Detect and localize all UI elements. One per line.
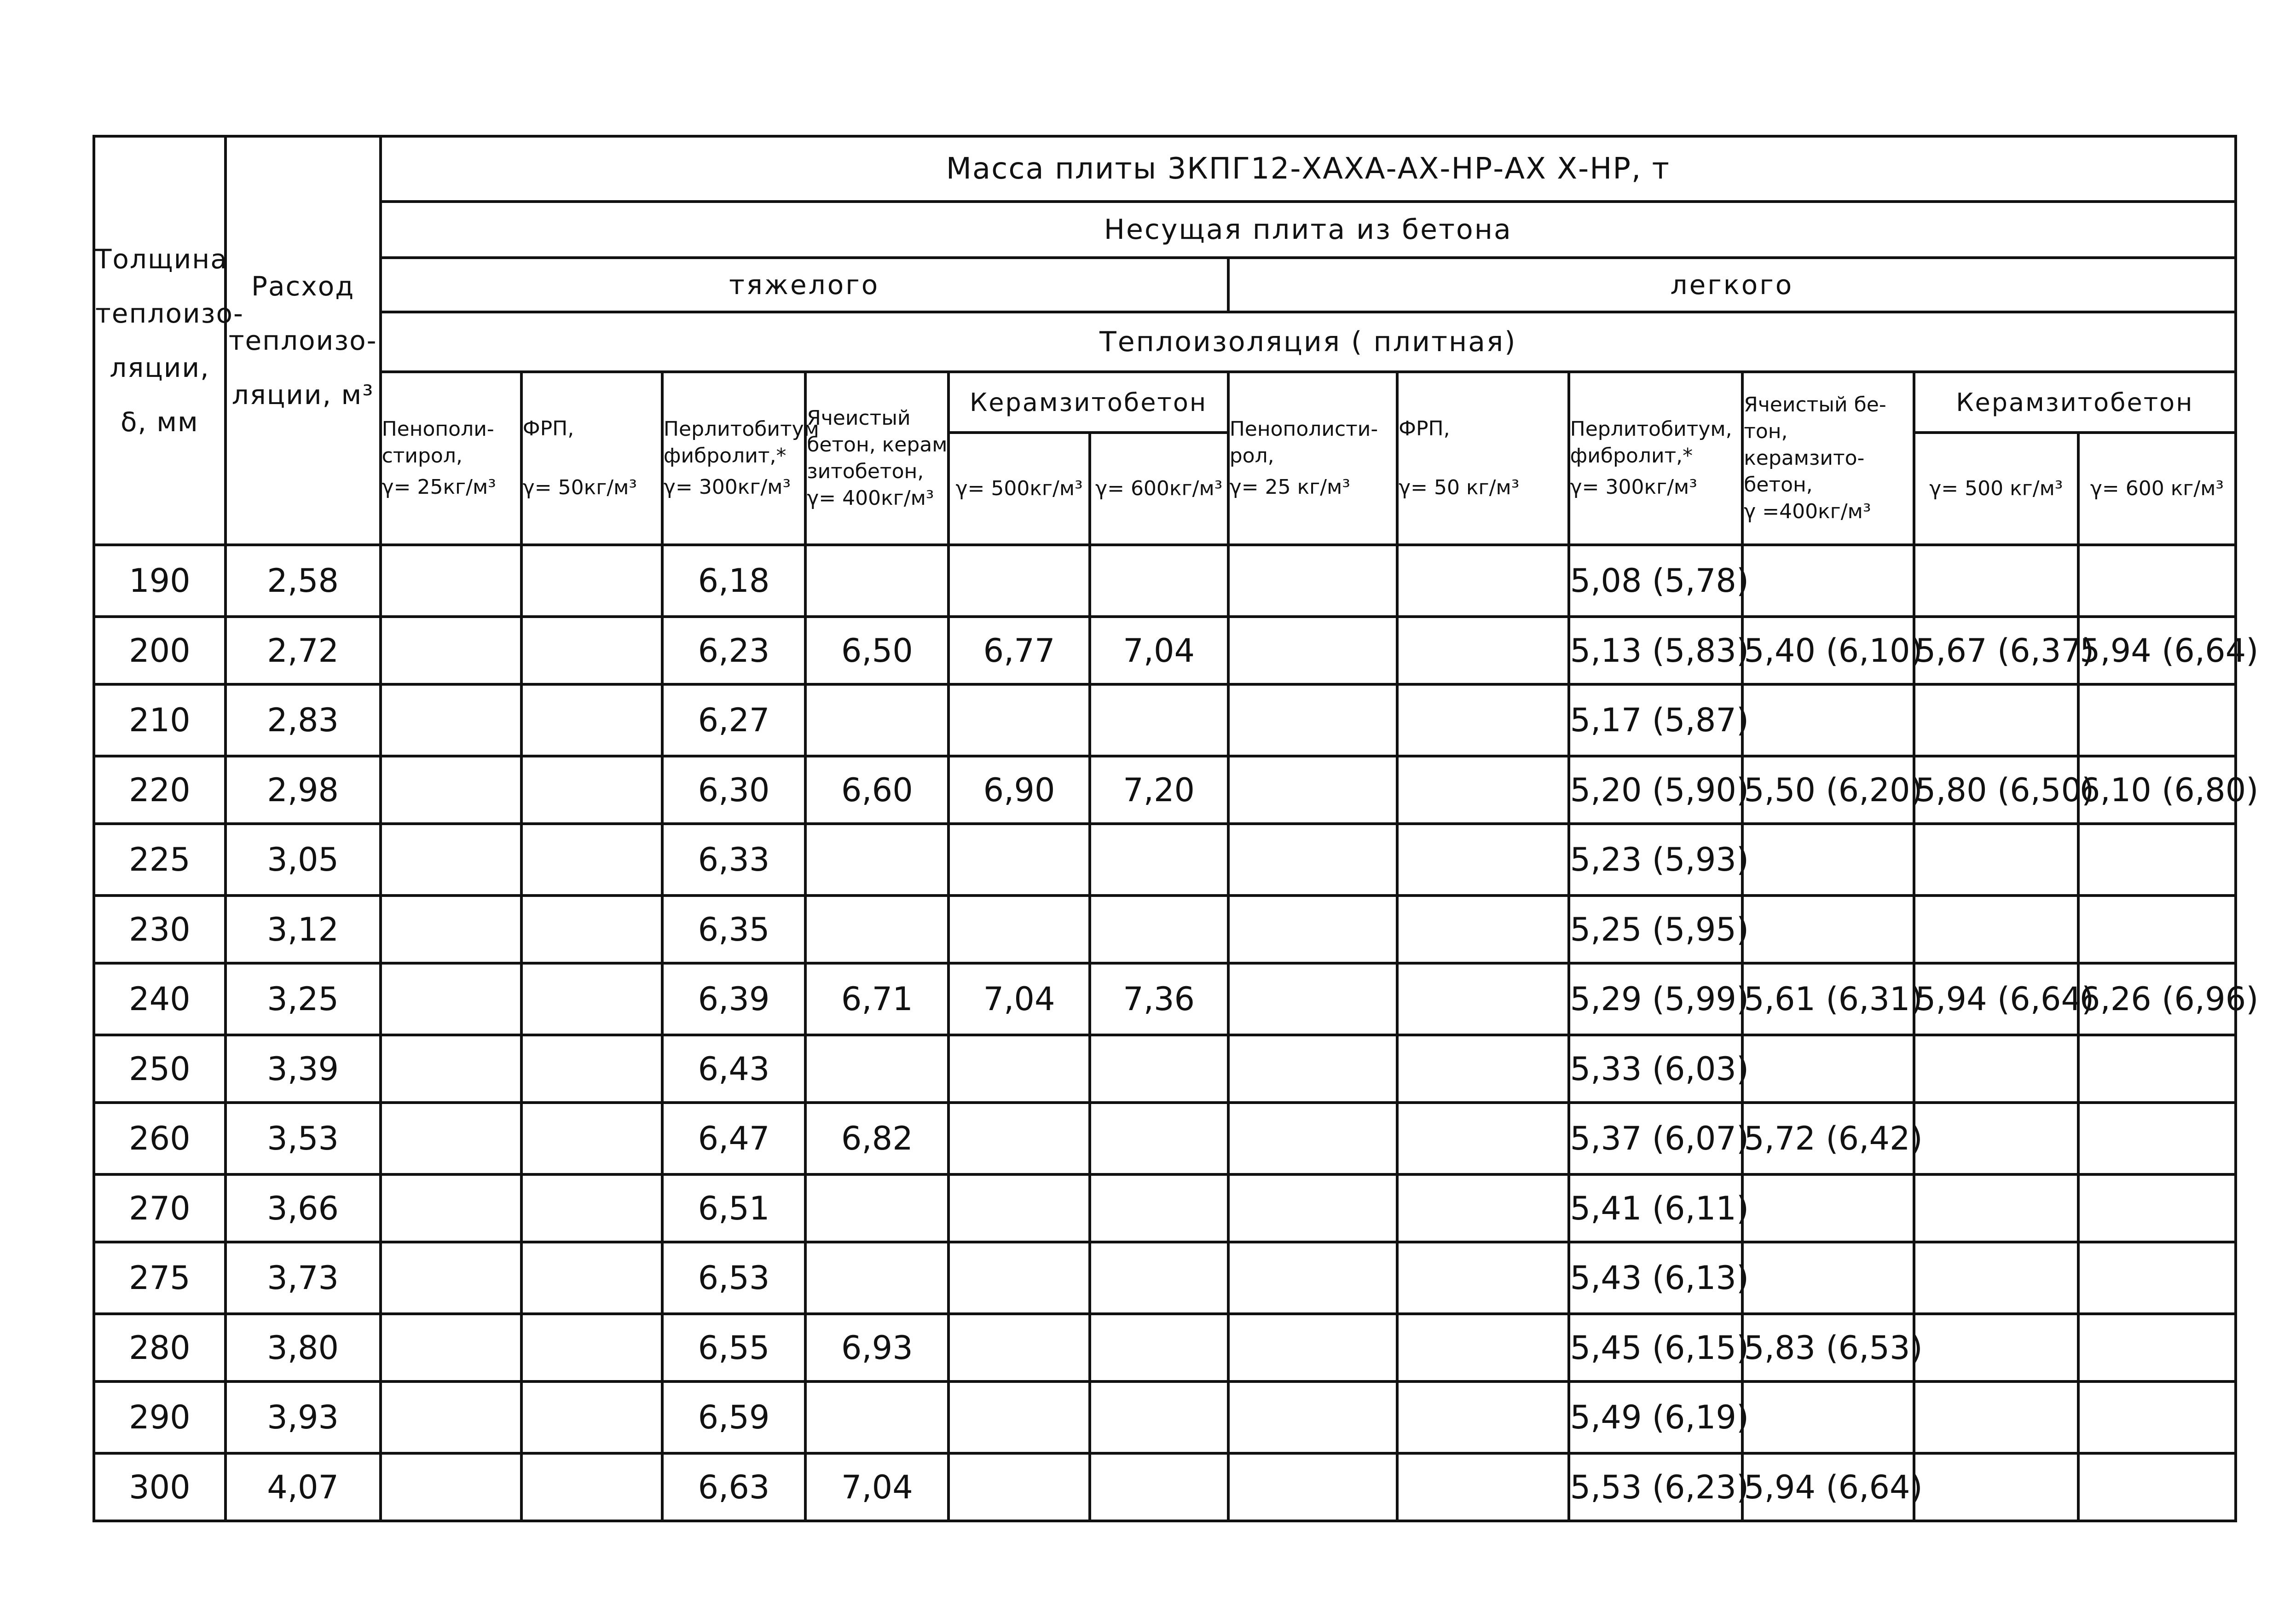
consumption-cell: 2,83 [226, 684, 381, 756]
consumption-cell: 3,93 [226, 1381, 381, 1453]
heavy-cellular-cell [805, 1035, 948, 1103]
light-cellular-cell [1742, 896, 1914, 963]
heavy-perlite-cell: 6,35 [662, 896, 805, 963]
heavy-polystyrene-cell [381, 1035, 521, 1103]
light-col-expanded-clay: Керамзитобетон [1914, 372, 2236, 433]
light-polystyrene-cell [1228, 824, 1397, 896]
column-density: γ= 25кг/м³ [382, 475, 496, 499]
table-row [94, 1381, 2236, 1453]
light-cellular-cell: 5,72 (6,42) [1742, 1103, 1914, 1174]
heavy-frp-cell [521, 756, 662, 824]
table-row [94, 684, 2236, 756]
light-clay500-cell [1914, 824, 2078, 896]
table-row [94, 1035, 2236, 1103]
consumption-cell: 3,73 [226, 1242, 381, 1314]
heavy-clay600-cell: 7,20 [1090, 756, 1228, 824]
heavy-perlite-cell: 6,33 [662, 824, 805, 896]
light-clay600-cell [2078, 1381, 2236, 1453]
heavy-perlite-cell: 6,30 [662, 756, 805, 824]
heavy-cellular-cell [805, 1381, 948, 1453]
heavy-polystyrene-cell [381, 1314, 521, 1381]
light-clay500-cell: 5,80 (6,50) [1914, 756, 2078, 824]
consumption-cell: 2,72 [226, 617, 381, 684]
heavy-perlite-cell: 6,63 [662, 1453, 805, 1521]
light-perlite-cell: 5,41 (6,11) [1569, 1174, 1743, 1242]
light-cellular-cell: 5,40 (6,10) [1742, 617, 1914, 684]
heavy-clay600-cell [1090, 1242, 1228, 1314]
table-row [94, 756, 2236, 824]
light-polystyrene-cell [1228, 684, 1397, 756]
light-perlite-cell: 5,29 (5,99) [1569, 963, 1743, 1035]
light-frp-cell [1397, 896, 1569, 963]
light-polystyrene-cell [1228, 1103, 1397, 1174]
light-polystyrene-cell [1228, 1174, 1397, 1242]
thickness-cell: 200 [94, 617, 226, 684]
heavy-clay600-cell [1090, 684, 1228, 756]
heavy-perlite-cell: 6,18 [662, 545, 805, 617]
light-clay500-cell [1914, 1103, 2078, 1174]
light-frp-cell [1397, 1453, 1569, 1521]
thickness-cell: 290 [94, 1381, 226, 1453]
heavy-frp-cell [521, 1381, 662, 1453]
thickness-cell: 300 [94, 1453, 226, 1521]
light-perlite-cell: 5,49 (6,19) [1569, 1381, 1743, 1453]
heavy-clay500-cell [948, 545, 1089, 617]
heavy-density-600: γ= 600кг/м³ [1090, 433, 1228, 545]
heavy-polystyrene-cell [381, 963, 521, 1035]
light-clay600-cell [2078, 1314, 2236, 1381]
thickness-cell: 250 [94, 1035, 226, 1103]
light-perlite-cell: 5,33 (6,03) [1569, 1035, 1743, 1103]
heavy-clay600-cell [1090, 1035, 1228, 1103]
thickness-cell: 240 [94, 963, 226, 1035]
heavy-cellular-cell [805, 684, 948, 756]
light-clay500-cell [1914, 1035, 2078, 1103]
light-polystyrene-cell [1228, 545, 1397, 617]
table-row [94, 896, 2236, 963]
heavy-concrete-header: тяжелого [381, 258, 1228, 312]
light-clay500-cell [1914, 1242, 2078, 1314]
light-perlite-cell: 5,43 (6,13) [1569, 1242, 1743, 1314]
light-clay500-cell: 5,94 (6,64) [1914, 963, 2078, 1035]
heavy-frp-cell [521, 1035, 662, 1103]
heavy-polystyrene-cell [381, 756, 521, 824]
heavy-clay500-cell: 7,04 [948, 963, 1089, 1035]
light-clay600-cell: 6,26 (6,96) [2078, 963, 2236, 1035]
light-frp-cell [1397, 824, 1569, 896]
heavy-cellular-cell [805, 1174, 948, 1242]
insulation-header: Теплоизоляция ( плитная) [381, 312, 2236, 372]
light-frp-cell [1397, 1174, 1569, 1242]
table-row [94, 545, 2236, 617]
heavy-frp-cell [521, 545, 662, 617]
light-cellular-cell [1742, 545, 1914, 617]
column-density: γ= 50кг/м³ [522, 476, 637, 499]
heavy-clay600-cell [1090, 896, 1228, 963]
light-clay600-cell [2078, 1174, 2236, 1242]
table-row [94, 824, 2236, 896]
heavy-polystyrene-cell [381, 1103, 521, 1174]
light-frp-cell [1397, 1103, 1569, 1174]
heavy-col-cellular [805, 372, 948, 545]
light-clay600-cell [2078, 896, 2236, 963]
light-clay600-cell: 5,94 (6,64) [2078, 617, 2236, 684]
table-row [94, 617, 2236, 684]
consumption-cell: 3,25 [226, 963, 381, 1035]
light-density-500: γ= 500 кг/м³ [1914, 433, 2078, 545]
column-density: γ= 400кг/м³ [807, 486, 934, 510]
light-perlite-cell: 5,23 (5,93) [1569, 824, 1743, 896]
heavy-density-500: γ= 500кг/м³ [948, 433, 1089, 545]
consumption-cell: 3,53 [226, 1103, 381, 1174]
light-perlite-cell: 5,13 (5,83) [1569, 617, 1743, 684]
thickness-cell: 270 [94, 1174, 226, 1242]
thickness-cell: 230 [94, 896, 226, 963]
heavy-frp-cell [521, 963, 662, 1035]
heavy-clay500-cell: 6,90 [948, 756, 1089, 824]
light-clay600-cell [2078, 545, 2236, 617]
light-cellular-cell [1742, 1035, 1914, 1103]
heavy-clay600-cell [1090, 545, 1228, 617]
light-cellular-cell [1742, 824, 1914, 896]
consumption-header: Расход теплоизо- ляции, м³ [226, 136, 381, 545]
thickness-header: Толщина теплоизо- ляции, δ, мм [94, 136, 226, 545]
heavy-clay500-cell: 6,77 [948, 617, 1089, 684]
thickness-cell: 220 [94, 756, 226, 824]
thickness-cell: 280 [94, 1314, 226, 1381]
heavy-clay600-cell [1090, 1103, 1228, 1174]
thickness-cell: 190 [94, 545, 226, 617]
consumption-cell: 2,58 [226, 545, 381, 617]
heavy-frp-cell [521, 824, 662, 896]
light-clay500-cell [1914, 684, 2078, 756]
consumption-cell: 2,98 [226, 756, 381, 824]
light-polystyrene-cell [1228, 896, 1397, 963]
light-cellular-cell: 5,50 (6,20) [1742, 756, 1914, 824]
heavy-clay500-cell [948, 896, 1089, 963]
light-clay600-cell [2078, 824, 2236, 896]
light-col-polystyrene [1228, 372, 1397, 545]
heavy-polystyrene-cell [381, 617, 521, 684]
heavy-perlite-cell: 6,27 [662, 684, 805, 756]
column-material: ФРП, [1399, 417, 1450, 440]
light-perlite-cell: 5,25 (5,95) [1569, 896, 1743, 963]
column-material: Перлитобитум, фибролит,* [1570, 417, 1732, 468]
heavy-clay500-cell [948, 824, 1089, 896]
heavy-perlite-cell: 6,53 [662, 1242, 805, 1314]
light-clay500-cell [1914, 1174, 2078, 1242]
thickness-cell: 275 [94, 1242, 226, 1314]
table-row [94, 1314, 2236, 1381]
heavy-col-frp [521, 372, 662, 545]
heavy-frp-cell [521, 896, 662, 963]
mass-title: Масса плиты 3КПГ12-ХАХА-АХ-НР-АХ Х-НР, т [381, 136, 2236, 202]
heavy-polystyrene-cell [381, 1242, 521, 1314]
light-polystyrene-cell [1228, 1035, 1397, 1103]
heavy-frp-cell [521, 684, 662, 756]
light-frp-cell [1397, 1381, 1569, 1453]
heavy-perlite-cell: 6,59 [662, 1381, 805, 1453]
light-clay600-cell: 6,10 (6,80) [2078, 756, 2236, 824]
heavy-polystyrene-cell [381, 824, 521, 896]
heavy-clay500-cell [948, 1381, 1089, 1453]
light-clay600-cell [2078, 1035, 2236, 1103]
thickness-cell: 260 [94, 1103, 226, 1174]
light-clay500-cell [1914, 1381, 2078, 1453]
heavy-polystyrene-cell [381, 1453, 521, 1521]
light-cellular-cell: 5,61 (6,31) [1742, 963, 1914, 1035]
heavy-polystyrene-cell [381, 896, 521, 963]
light-clay600-cell [2078, 1242, 2236, 1314]
heavy-frp-cell [521, 1453, 662, 1521]
light-clay500-cell: 5,67 (6,37) [1914, 617, 2078, 684]
column-density: γ= 300кг/м³ [1570, 475, 1697, 499]
heavy-cellular-cell: 6,93 [805, 1314, 948, 1381]
light-perlite-cell: 5,20 (5,90) [1569, 756, 1743, 824]
heavy-cellular-cell: 6,50 [805, 617, 948, 684]
light-cellular-cell [1742, 1174, 1914, 1242]
heavy-clay600-cell [1090, 1174, 1228, 1242]
light-col-cellular [1742, 372, 1914, 545]
heavy-clay600-cell [1090, 1381, 1228, 1453]
heavy-clay500-cell [948, 1103, 1089, 1174]
carrier-slab-header: Несущая плита из бетона [381, 202, 2236, 258]
insulation-mass-table [93, 135, 2259, 1522]
heavy-cellular-cell: 6,71 [805, 963, 948, 1035]
heavy-cellular-cell: 6,82 [805, 1103, 948, 1174]
column-density: γ= 300кг/м³ [663, 475, 791, 499]
light-polystyrene-cell [1228, 1453, 1397, 1521]
light-frp-cell [1397, 1035, 1569, 1103]
light-clay500-cell [1914, 1453, 2078, 1521]
light-cellular-cell: 5,83 (6,53) [1742, 1314, 1914, 1381]
heavy-polystyrene-cell [381, 545, 521, 617]
heavy-clay600-cell [1090, 824, 1228, 896]
heavy-clay500-cell [948, 1314, 1089, 1381]
heavy-frp-cell [521, 1242, 662, 1314]
heavy-col-expanded-clay: Керамзитобетон [948, 372, 1228, 433]
heavy-perlite-cell: 6,39 [662, 963, 805, 1035]
column-density: γ= 50 кг/м³ [1399, 476, 1520, 499]
heavy-col-polystyrene [381, 372, 521, 545]
light-perlite-cell: 5,08 (5,78) [1569, 545, 1743, 617]
heavy-polystyrene-cell [381, 1174, 521, 1242]
light-polystyrene-cell [1228, 617, 1397, 684]
consumption-cell: 3,80 [226, 1314, 381, 1381]
heavy-perlite-cell: 6,51 [662, 1174, 805, 1242]
column-material: Перлитобитум фибролит,* [663, 417, 819, 468]
heavy-clay600-cell [1090, 1314, 1228, 1381]
thickness-cell: 210 [94, 684, 226, 756]
heavy-frp-cell [521, 1174, 662, 1242]
consumption-cell: 3,12 [226, 896, 381, 963]
light-clay600-cell [2078, 684, 2236, 756]
light-cellular-cell: 5,94 (6,64) [1742, 1453, 1914, 1521]
light-clay600-cell [2078, 1453, 2236, 1521]
light-col-perlite [1569, 372, 1743, 545]
light-polystyrene-cell [1228, 963, 1397, 1035]
column-material: Ячеистый бе- тон, керамзито- бетон, [1744, 393, 1886, 497]
light-cellular-cell [1742, 1381, 1914, 1453]
heavy-frp-cell [521, 1103, 662, 1174]
table-row [94, 1453, 2236, 1521]
consumption-cell: 3,66 [226, 1174, 381, 1242]
light-frp-cell [1397, 684, 1569, 756]
light-clay500-cell [1914, 896, 2078, 963]
light-concrete-header: легкого [1228, 258, 2236, 312]
light-perlite-cell: 5,53 (6,23) [1569, 1453, 1743, 1521]
table-row [94, 1174, 2236, 1242]
table-body [94, 545, 2259, 1521]
light-frp-cell [1397, 545, 1569, 617]
heavy-polystyrene-cell [381, 684, 521, 756]
light-clay600-cell [2078, 1103, 2236, 1174]
heavy-cellular-cell: 6,60 [805, 756, 948, 824]
thickness-cell: 225 [94, 824, 226, 896]
column-density: γ =400кг/м³ [1744, 500, 1871, 523]
heavy-cellular-cell [805, 545, 948, 617]
light-frp-cell [1397, 963, 1569, 1035]
light-clay500-cell [1914, 545, 2078, 617]
column-material: Пенополисти- рол, [1229, 417, 1378, 468]
light-frp-cell [1397, 756, 1569, 824]
heavy-cellular-cell [805, 824, 948, 896]
heavy-clay600-cell: 7,36 [1090, 963, 1228, 1035]
consumption-cell: 3,39 [226, 1035, 381, 1103]
heavy-clay600-cell: 7,04 [1090, 617, 1228, 684]
heavy-clay500-cell [948, 684, 1089, 756]
light-polystyrene-cell [1228, 1381, 1397, 1453]
table-row [94, 1103, 2236, 1174]
heavy-polystyrene-cell [381, 1381, 521, 1453]
consumption-cell: 3,05 [226, 824, 381, 896]
heavy-cellular-cell [805, 896, 948, 963]
heavy-clay600-cell [1090, 1453, 1228, 1521]
light-polystyrene-cell [1228, 1242, 1397, 1314]
column-material: ФРП, [522, 417, 574, 440]
heavy-perlite-cell: 6,43 [662, 1035, 805, 1103]
light-frp-cell [1397, 1314, 1569, 1381]
column-material: Пенополи- стирол, [382, 417, 494, 468]
heavy-perlite-cell: 6,47 [662, 1103, 805, 1174]
heavy-frp-cell [521, 1314, 662, 1381]
consumption-cell: 4,07 [226, 1453, 381, 1521]
table-row [94, 1242, 2236, 1314]
light-density-600: γ= 600 кг/м³ [2078, 433, 2236, 545]
heavy-cellular-cell [805, 1242, 948, 1314]
heavy-clay500-cell [948, 1174, 1089, 1242]
heavy-clay500-cell [948, 1453, 1089, 1521]
heavy-clay500-cell [948, 1035, 1089, 1103]
column-material: Ячеистый бетон, керам зитобетон, [807, 406, 948, 483]
heavy-clay500-cell [948, 1242, 1089, 1314]
light-polystyrene-cell [1228, 1314, 1397, 1381]
light-perlite-cell: 5,17 (5,87) [1569, 684, 1743, 756]
heavy-col-perlite [662, 372, 819, 545]
light-clay500-cell [1914, 1314, 2078, 1381]
light-cellular-cell [1742, 684, 1914, 756]
light-polystyrene-cell [1228, 756, 1397, 824]
light-frp-cell [1397, 1242, 1569, 1314]
light-col-frp [1397, 372, 1569, 545]
light-frp-cell [1397, 617, 1569, 684]
heavy-cellular-cell: 7,04 [805, 1453, 948, 1521]
light-cellular-cell [1742, 1242, 1914, 1314]
light-perlite-cell: 5,45 (6,15) [1569, 1314, 1743, 1381]
table-row [94, 963, 2236, 1035]
light-perlite-cell: 5,37 (6,07) [1569, 1103, 1743, 1174]
heavy-frp-cell [521, 617, 662, 684]
column-density: γ= 25 кг/м³ [1229, 475, 1350, 499]
heavy-perlite-cell: 6,23 [662, 617, 805, 684]
heavy-perlite-cell: 6,55 [662, 1314, 805, 1381]
